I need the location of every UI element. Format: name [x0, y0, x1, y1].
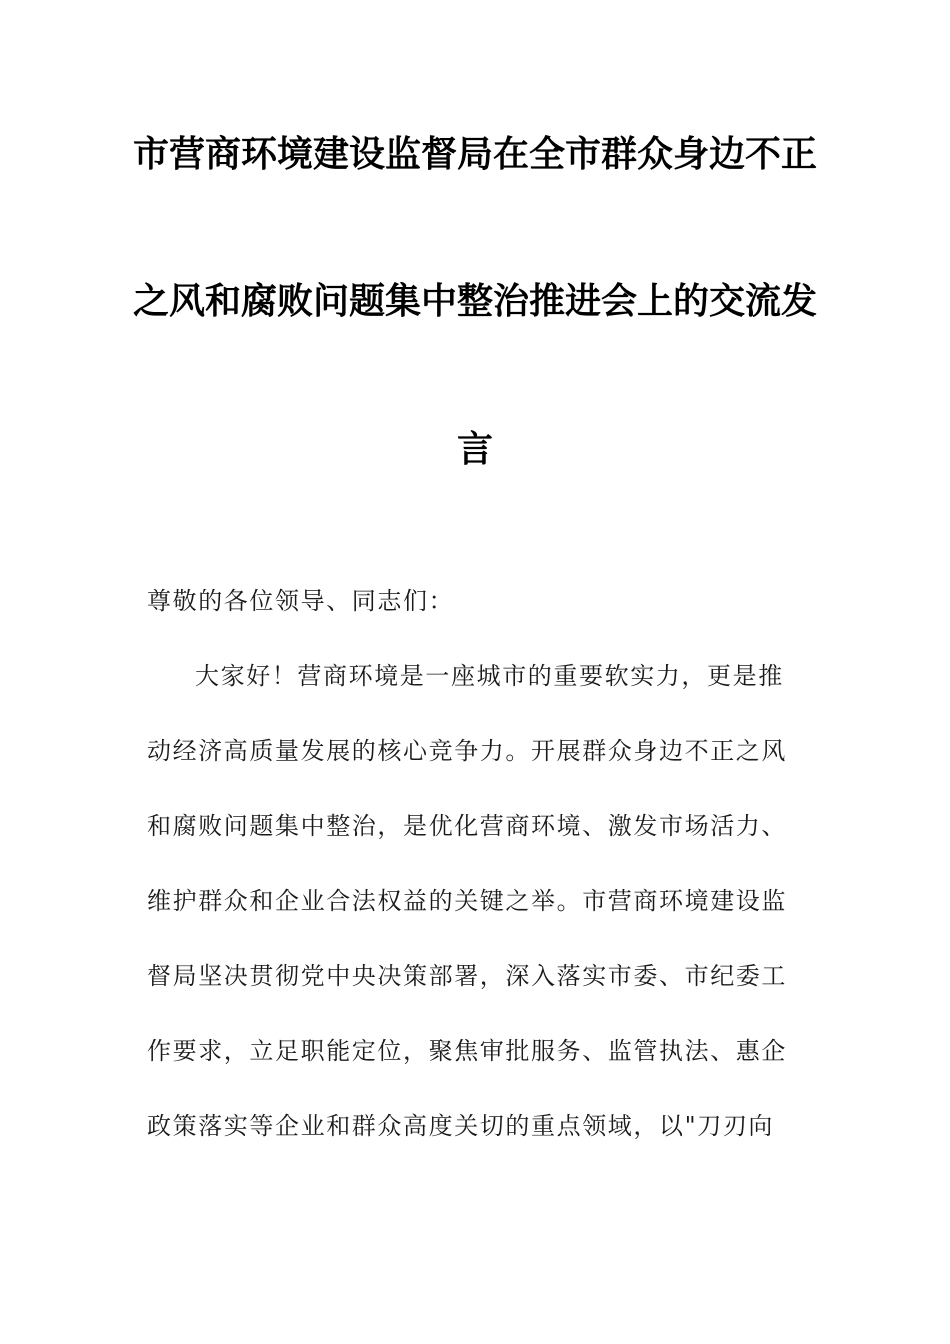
paragraph-line-3: 和腐败问题集中整治，是优化营商环境、激发市场活力、: [147, 812, 787, 840]
salutation: 尊敬的各位领导、同志们：: [147, 587, 455, 615]
paragraph-line-5: 督局坚决贯彻党中央决策部署，深入落实市委、市纪委工: [147, 962, 787, 990]
paragraph-line-2: 动经济高质量发展的核心竞争力。开展群众身边不正之风: [147, 737, 787, 765]
paragraph-line-4: 维护群众和企业合法权益的关键之举。市营商环境建设监: [147, 887, 787, 915]
paragraph-line-6: 作要求，立足职能定位，聚焦审批服务、监管执法、惠企: [147, 1037, 787, 1065]
paragraph-line-1: 大家好！营商环境是一座城市的重要软实力，更是推: [195, 662, 784, 690]
document-title-line-2: 之风和腐败问题集中整治推进会上的交流发: [132, 281, 817, 322]
document-title-line-3: 言: [456, 429, 493, 470]
paragraph-line-7: 政策落实等企业和群众高度关切的重点领域，以"刀刃向: [147, 1112, 775, 1140]
document-title-line-1: 市营商环境建设监督局在全市群众身边不正: [132, 134, 817, 175]
